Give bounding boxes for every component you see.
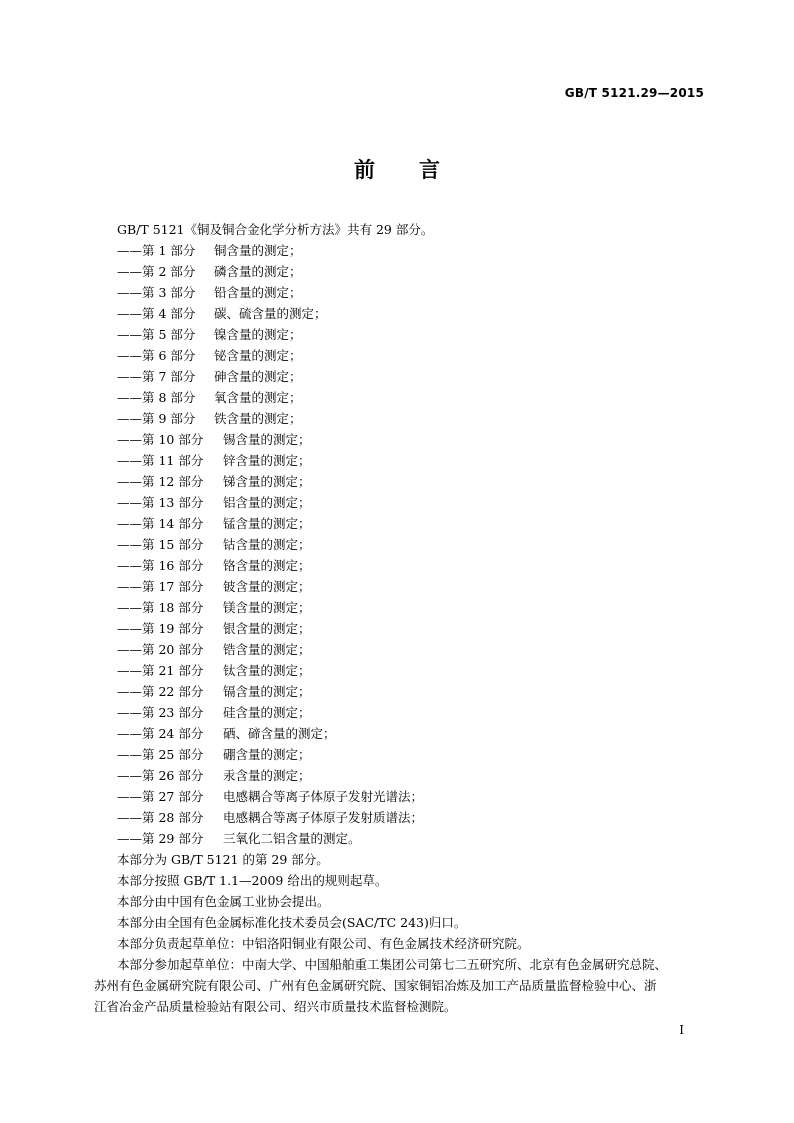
part-list-item [117,345,707,366]
part-list-item [117,786,707,807]
part-number: ——第 12 部分 [117,474,204,489]
part-list-item [117,303,707,324]
part-title: 电感耦合等离子体原子发射光谱法； [223,789,424,804]
part-list-item [117,387,707,408]
part-list-item [117,681,707,702]
part-title: 镍含量的测定； [214,327,302,342]
paragraph-drafting-rules: 本部分按照 GB/T 1.1—2009 给出的规则起草。 [117,873,388,888]
part-list-item [117,366,707,387]
part-list-item [117,723,707,744]
document-body [94,219,707,1017]
part-title: 硅含量的测定； [223,705,311,720]
part-title: 硒、碲含量的测定； [223,726,336,741]
part-title: 三氧化二铝含量的测定。 [223,831,361,846]
part-number: ——第 26 部分 [117,768,204,783]
part-number: ——第 10 部分 [117,432,204,447]
part-list-item [117,534,707,555]
page-title [0,154,794,184]
part-number: ——第 18 部分 [117,600,204,615]
part-number: ——第 17 部分 [117,579,204,594]
part-list-item [117,450,707,471]
part-list-item [117,807,707,828]
part-number: ——第 1 部分 [117,243,196,258]
part-title: 钛含量的测定； [223,663,311,678]
part-number: ——第 27 部分 [117,789,204,804]
part-list-item [117,261,707,282]
part-list-item [117,744,707,765]
part-title: 硼含量的测定； [223,747,311,762]
part-list-item [117,282,707,303]
title-char-1: 前 [354,158,375,182]
part-title: 钴含量的测定； [223,537,311,552]
part-number: ——第 22 部分 [117,684,204,699]
part-title: 铁含量的测定； [214,411,302,426]
part-number: ——第 13 部分 [117,495,204,510]
part-list-item [117,555,707,576]
part-list-item [117,429,707,450]
part-list-item [117,702,707,723]
part-title: 铅含量的测定； [214,285,302,300]
part-number: ——第 20 部分 [117,642,204,657]
part-title: 氧含量的测定； [214,390,302,405]
part-list-item [117,765,707,786]
part-title: 镉含量的测定； [223,684,311,699]
part-number: ——第 7 部分 [117,369,196,384]
part-title: 磷含量的测定； [214,264,302,279]
paragraph-lead-drafter: 本部分负责起草单位：中铝洛阳铜业有限公司、有色金属技术经济研究院。 [117,936,530,951]
paragraph-participants-line-2: 苏州有色金属研究院有限公司、广州有色金属研究院、国家铜铝冶炼及加工产品质量监督检验中心、浙 [94,978,657,993]
part-number: ——第 19 部分 [117,621,204,636]
paragraph-participants-line-3: 江省冶金产品质量检验站有限公司、绍兴市质量技术监督检测院。 [94,999,457,1014]
part-title: 铬含量的测定； [223,558,311,573]
paragraph-participants-line-1: 本部分参加起草单位：中南大学、中国船舶重工集团公司第七二五研究所、北京有色金属研究总院、 [117,957,668,972]
part-list-item [117,576,707,597]
part-number: ——第 21 部分 [117,663,204,678]
part-number: ——第 9 部分 [117,411,196,426]
intro-paragraph: GB/T 5121《铜及铜合金化学分析方法》共有 29 部分。 [117,222,434,237]
part-number: ——第 28 部分 [117,810,204,825]
part-title: 锌含量的测定； [223,453,311,468]
part-list-item [117,513,707,534]
part-list-item [117,471,707,492]
part-number: ——第 14 部分 [117,516,204,531]
part-number: ——第 3 部分 [117,285,196,300]
part-list-item [117,618,707,639]
part-title: 汞含量的测定； [223,768,311,783]
part-number: ——第 2 部分 [117,264,196,279]
part-list-item [117,828,707,849]
part-list-item [117,408,707,429]
part-list-item [117,597,707,618]
page-number: I [679,1023,684,1037]
part-title: 镁含量的测定； [223,600,311,615]
part-title: 砷含量的测定； [214,369,302,384]
part-number: ——第 6 部分 [117,348,196,363]
part-title: 碳、硫含量的测定； [214,306,327,321]
part-list-item [117,324,707,345]
part-number: ——第 5 部分 [117,327,196,342]
part-number: ——第 25 部分 [117,747,204,762]
part-title: 锰含量的测定； [223,516,311,531]
part-number: ——第 24 部分 [117,726,204,741]
part-title: 锑含量的测定； [223,474,311,489]
part-title: 锆含量的测定； [223,642,311,657]
part-number: ——第 11 部分 [117,453,204,468]
part-list-item [117,492,707,513]
paragraph-committee: 本部分由全国有色金属标准化技术委员会(SAC/TC 243)归口。 [117,915,467,930]
part-list-item [117,639,707,660]
part-number: ——第 15 部分 [117,537,204,552]
part-list-item [117,660,707,681]
paragraph-proposer: 本部分由中国有色金属工业协会提出。 [117,894,330,909]
part-number: ——第 4 部分 [117,306,196,321]
paragraph-part-number: 本部分为 GB/T 5121 的第 29 部分。 [117,852,329,867]
part-title: 银含量的测定； [223,621,311,636]
part-title: 电感耦合等离子体原子发射质谱法； [223,810,424,825]
part-number: ——第 23 部分 [117,705,204,720]
part-title: 铋含量的测定； [214,348,302,363]
part-title: 铜含量的测定； [214,243,302,258]
part-list-item [117,240,707,261]
title-char-2: 言 [419,158,440,182]
part-title: 铝含量的测定； [223,495,311,510]
part-number: ——第 16 部分 [117,558,204,573]
part-title: 锡含量的测定； [223,432,311,447]
parts-list [117,240,707,849]
part-title: 铍含量的测定； [223,579,311,594]
part-number: ——第 8 部分 [117,390,196,405]
standard-code: GB/T 5121.29—2015 [564,86,704,100]
part-number: ——第 29 部分 [117,831,204,846]
